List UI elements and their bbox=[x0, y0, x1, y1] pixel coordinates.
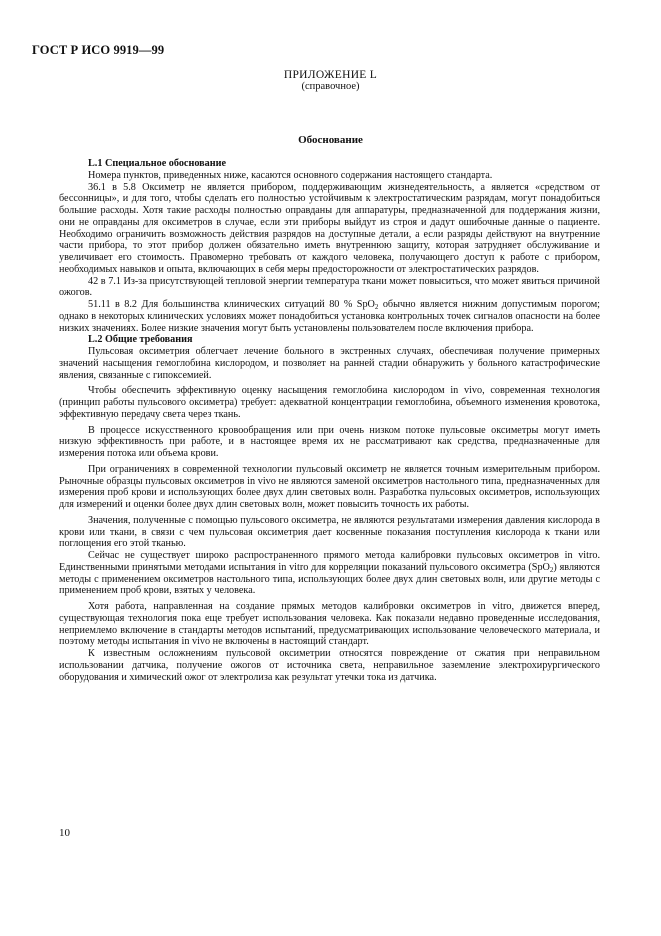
paragraph: Значения, полученные с помощью пульсового оксиметра, не являются результатами измерения давления кислорода в крови или ткани, в связи с чем пульсовая оксиметрия дает косвенные показания поступления кислорода к ткани или поглощения его этой тканью. bbox=[59, 514, 600, 550]
paragraph: Пульсовая оксиметрия облегчает лечение больного в экстренных случаях, обеспечивая получение примерных значений насыщения гемоглобина кислородом, и позволяет на ранней стадии обнаружить у больного катастрофические явления, связанные с гипоксемией. bbox=[59, 346, 600, 381]
paragraph: Чтобы обеспечить эффективную оценку насыщения гемоглобина кислородом in vivo, современная технология (принцип работы пульсового оксиметра) требует: адекватной концентрации гемоглобина, объемного изменения кровотока, эффективную передачу света через ткань. bbox=[59, 385, 600, 420]
paragraph: При ограничениях в современной технологии пульсовый оксиметр не является точным измерительным прибором. Рыночные образцы пульсовых оксиметров in vivo не являются заменой оксиметров настольного типа, предназначенных для измерения проб крови и использующих более двух длин световых волн. Разработка пульсовых оксиметров, использующих для измерений и оценки более двух длин световых волн, может повысить точность их работы. bbox=[59, 463, 600, 510]
text-run: 51.11 в 8.2 Для большинства клинических ситуаций 80 % SpO bbox=[88, 299, 375, 310]
text-run: обычно является нижним допустимым порогом; однако в некоторых клинических условиях может понадобиться установка контрольных точек сигналов опасности на более низких значениях. Более низкие значения могут быть установлены пользователем после включения прибора. bbox=[59, 299, 600, 334]
appendix-label: ПРИЛОЖЕНИЕ L bbox=[283, 69, 378, 81]
page-number: 10 bbox=[59, 827, 70, 839]
subscript: 2 bbox=[374, 303, 379, 311]
paragraph: К известным осложнениям пульсовой оксиметрии относятся повреждение от сжатия при неправильном использовании датчика, получение ожогов от источника света, неправильное заземление электрохирургического оборудования и химический ожог от электролиза как результат утечки тока из датчика. bbox=[59, 648, 600, 683]
paragraph: Номера пунктов, приведенных ниже, касаются основного содержания настоящего стандарта. bbox=[88, 169, 493, 181]
paragraph: 36.1 в 5.8 Оксиметр не является прибором, поддерживающим жизнедеятельность, а является «средством от бессонницы», и для того, чтобы сделать его полностью устойчивым к электростатическим разрядам, могут понадобиться большие расходы. Хотя такие расходы полностью оправданы для аппаратуры, предназначенной для поддержания жизни, они не оправданы для оксиметров в случае, если эти приборы выйдут из строя и дадут ошибочные данные о пациенте. Необходимо ограничить возможность действия разрядов на доступные детали, а если разряды действуют на внутренние части прибора, то этот прибор должен обязательно иметь внутреннюю защиту, которая затрудняет обслуживание и увеличивает его стоимость. Правомерно требовать от каждого человека, получающего доступ к работе с прибором, необходимых навыков и опыта, включающих в себя меры предосторожности от электростатических разрядов. bbox=[59, 181, 600, 275]
subscript: 2 bbox=[549, 565, 554, 574]
paragraph: 42 в 7.1 Из-за присутствующей тепловой энергии температура ткани может повыситься, что может явиться причиной ожогов. bbox=[59, 275, 600, 299]
document-header: ГОСТ Р ИСО 9919—99 bbox=[32, 43, 165, 57]
paragraph bbox=[59, 299, 600, 334]
text-run: Сейчас не существует широко распространенного прямого метода калибровки пульсовых оксиметров in vitro. Единственными принятыми методами испытания in vitro для корреляции показаний пульсового оксиметра (SpO bbox=[59, 550, 600, 573]
paragraph bbox=[59, 550, 600, 597]
text-run: ) являются методы с применением оксиметров настольного типа, использующих более двух длин световых волн, или другие методы с применением проб крови, взятых у человека. bbox=[59, 561, 600, 597]
appendix-note: (справочное) bbox=[301, 81, 360, 92]
section-heading-l2: L.2 Общие требования bbox=[88, 334, 193, 346]
paragraph: В процессе искусственного кровообращения или при очень низком потоке пульсовые оксиметры могут иметь низкую эффективность при работе, и в настоящее время их не рассматривают как средства, предназначенные для измерения потока или объема крови. bbox=[59, 424, 600, 459]
section-title: Обоснование bbox=[298, 134, 363, 146]
paragraph: Хотя работа, направленная на создание прямых методов калибровки оксиметров in vitro, движется вперед, существующая технология пока еще требует использования человека. Как показали недавно проведенные исследования, неприемлемо включение в стандарты методов испытаний, предусматривающих использование человеческого материала, и поэтому методы испытания in vivo не включены в настоящий стандарт. bbox=[59, 601, 600, 648]
document-body bbox=[59, 158, 600, 683]
section-heading-l1: L.1 Специальное обоснование bbox=[88, 158, 227, 169]
